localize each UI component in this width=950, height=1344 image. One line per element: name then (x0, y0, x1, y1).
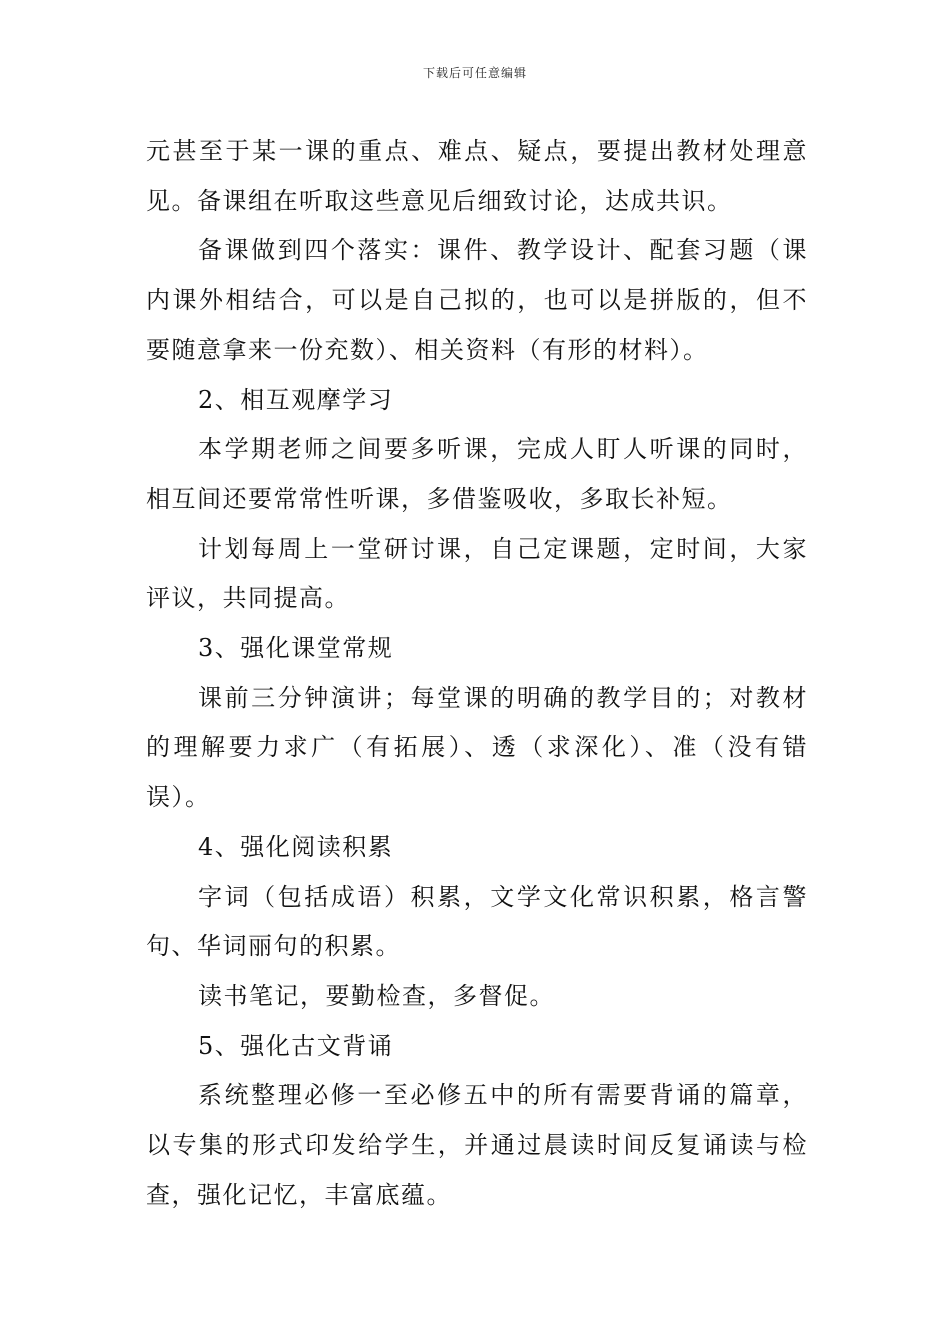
section-heading: 3、强化课堂常规 (198, 634, 394, 663)
section-heading: 5、强化古文背诵 (198, 1031, 394, 1060)
page-header: 下载后可任意编辑 (422, 66, 527, 80)
paragraph: 备课做到四个落实：课件、教学设计、配套习题（课内课外相结合，可以是自己拟的，也可以是拼版的，但不要随意拿来一份充数）、相关资料（有形的材料）。 (146, 236, 808, 364)
paragraph: 课前三分钟演讲；每堂课的明确的教学目的；对教材的理解要力求广（有拓展）、透（求深化）、准（没有错误）。 (146, 683, 808, 812)
paragraph: 字词（包括成语）积累，文学文化常识积累，格言警句、华词丽句的积累。 (146, 882, 808, 961)
paragraph: 计划每周上一堂研讨课，自己定课题，定时间，大家评议，共同提高。 (146, 534, 808, 613)
paragraph: 本学期老师之间要多听课，完成人盯人听课的同时，相互间还要常常性听课，多借鉴吸收，多取长补短。 (146, 435, 808, 513)
paragraph: 系统整理必修一至必修五中的所有需要背诵的篇章，以专集的形式印发给学生，并通过晨读时间反复诵读与检查，强化记忆，丰富底蕴。 (146, 1081, 808, 1209)
paragraph: 元甚至于某一课的重点、难点、疑点，要提出教材处理意见。备课组在听取这些意见后细致讨论，达成共识。 (146, 137, 808, 215)
paragraph: 读书笔记，要勤检查，多督促。 (198, 981, 555, 1010)
document-body (146, 127, 808, 1220)
section-heading: 2、相互观摩学习 (198, 385, 394, 414)
section-heading: 4、强化阅读积累 (198, 832, 394, 861)
